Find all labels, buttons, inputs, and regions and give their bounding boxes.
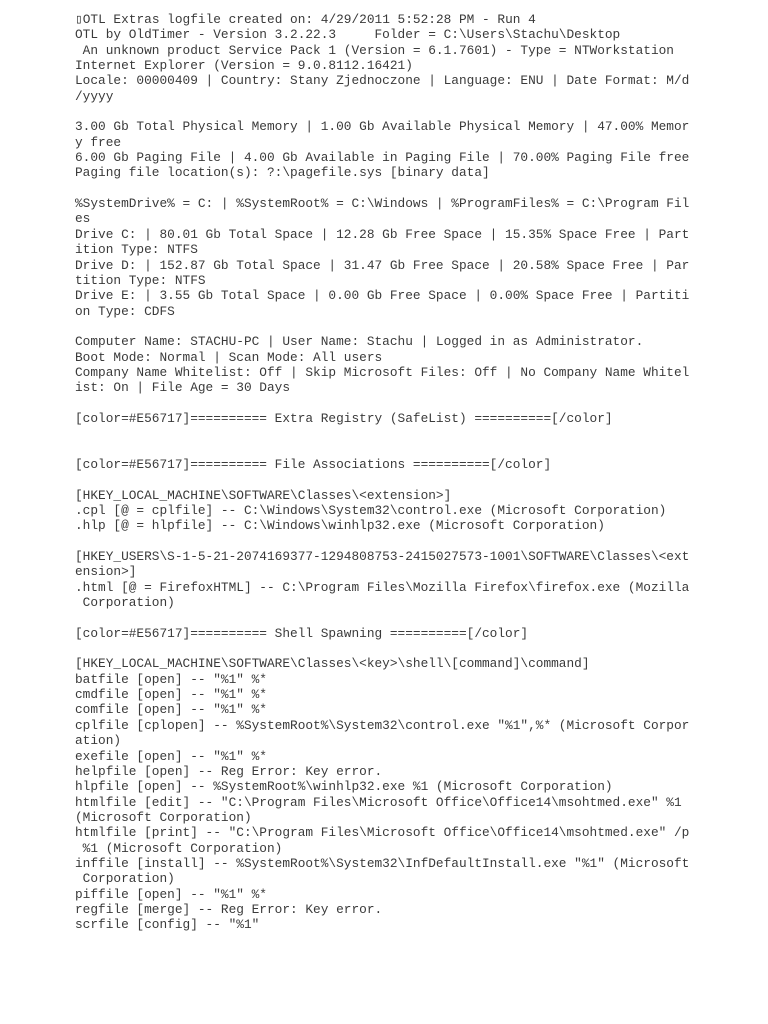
log-line: An unknown product Service Pack 1 (Version = 6.1.7601) - Type = NTWorkstation	[75, 42, 674, 58]
log-line: piffile [open] -- "%1" %*	[75, 886, 267, 902]
log-line: cplfile [cplopen] -- %SystemRoot%\System32\control.exe "%1",%* (Microsoft Corpor	[75, 717, 690, 733]
log-line: Paging file location(s): ?:\pagefile.sys [binary data]	[75, 165, 490, 181]
log-line: (Microsoft Corporation)	[75, 809, 252, 825]
log-line: Corporation)	[75, 871, 175, 887]
log-line: inffile [install] -- %SystemRoot%\System32\InfDefaultInstall.exe "%1" (Microsoft	[75, 855, 690, 871]
log-line: Locale: 00000409 | Country: Stany Zjednoczone | Language: ENU | Date Format: M/d	[75, 73, 690, 89]
blank-line	[75, 610, 755, 625]
log-line: 6.00 Gb Paging File | 4.00 Gb Available in Paging File | 70.00% Paging File free	[75, 150, 690, 166]
log-line: [color=#E56717]========== Extra Registry (SafeList) ==========[/color]	[75, 410, 613, 426]
log-line: ation)	[75, 733, 122, 749]
log-document	[75, 12, 755, 933]
log-line: tition Type: NTFS	[75, 272, 206, 288]
log-line: Internet Explorer (Version = 9.0.8112.16421)	[75, 58, 413, 74]
log-line: ition Type: NTFS	[75, 242, 198, 258]
log-line: [color=#E56717]========== Shell Spawning ==========[/color]	[75, 625, 529, 641]
log-line: Computer Name: STACHU-PC | User Name: Stachu | Logged in as Administrator.	[75, 334, 644, 350]
log-line: on Type: CDFS	[75, 303, 175, 319]
log-line: [HKEY_LOCAL_MACHINE\SOFTWARE\Classes\<extension>]	[75, 487, 452, 503]
blank-line	[75, 641, 755, 656]
log-line: .hlp [@ = hlpfile] -- C:\Windows\winhlp32.exe (Microsoft Corporation)	[75, 518, 605, 534]
log-line: cmdfile [open] -- "%1" %*	[75, 687, 267, 703]
log-line: .html [@ = FirefoxHTML] -- C:\Program Files\Mozilla Firefox\firefox.exe (Mozilla	[75, 579, 690, 595]
blank-line	[75, 442, 755, 457]
log-line: 3.00 Gb Total Physical Memory | 1.00 Gb Available Physical Memory | 47.00% Memor	[75, 119, 690, 135]
blank-line	[75, 426, 755, 441]
blank-line	[75, 472, 755, 487]
log-line: [color=#E56717]========== File Associations ==========[/color]	[75, 456, 552, 472]
log-line: Drive C: | 80.01 Gb Total Space | 12.28 Gb Free Space | 15.35% Space Free | Part	[75, 226, 690, 242]
blank-line	[75, 319, 755, 334]
blank-line	[75, 396, 755, 411]
log-line: Corporation)	[75, 595, 175, 611]
blank-line	[75, 181, 755, 196]
blank-line	[75, 104, 755, 119]
log-line: batfile [open] -- "%1" %*	[75, 671, 267, 687]
log-line: hlpfile [open] -- %SystemRoot%\winhlp32.exe %1 (Microsoft Corporation)	[75, 779, 613, 795]
log-line: %1 (Microsoft Corporation)	[75, 840, 283, 856]
log-line: Drive E: | 3.55 Gb Total Space | 0.00 Gb Free Space | 0.00% Space Free | Partiti	[75, 288, 690, 304]
log-line: helpfile [open] -- Reg Error: Key error.	[75, 763, 383, 779]
log-line: Boot Mode: Normal | Scan Mode: All users	[75, 349, 383, 365]
log-line: htmlfile [edit] -- "C:\Program Files\Microsoft Office\Office14\msohtmed.exe" %1	[75, 794, 682, 810]
log-line: y free	[75, 134, 122, 150]
log-line: ▯OTL Extras logfile created on: 4/29/2011 5:52:28 PM - Run 4	[75, 12, 536, 27]
log-line: %SystemDrive% = C: | %SystemRoot% = C:\Windows | %ProgramFiles% = C:\Program Fil	[75, 196, 690, 212]
log-line: .cpl [@ = cplfile] -- C:\Windows\System32\control.exe (Microsoft Corporation)	[75, 503, 667, 518]
log-line: comfile [open] -- "%1" %*	[75, 702, 267, 718]
log-line: ension>]	[75, 564, 137, 580]
log-line: Company Name Whitelist: Off | Skip Microsoft Files: Off | No Company Name Whitel	[75, 364, 690, 380]
log-line: htmlfile [print] -- "C:\Program Files\Microsoft Office\Office14\msohtmed.exe" /p	[75, 825, 690, 841]
log-line: /yyyy	[75, 88, 114, 104]
log-line: regfile [merge] -- Reg Error: Key error.	[75, 901, 383, 917]
log-line: [HKEY_USERS\S-1-5-21-2074169377-1294808753-2415027573-1001\SOFTWARE\Classes\<ext	[75, 549, 690, 565]
log-line: OTL by OldTimer - Version 3.2.22.3 Folder = C:\Users\Stachu\Desktop	[75, 27, 621, 43]
log-line: [HKEY_LOCAL_MACHINE\SOFTWARE\Classes\<key>\shell\[command]\command]	[75, 656, 590, 672]
log-line: scrfile [config] -- "%1"	[75, 917, 260, 933]
blank-line	[75, 534, 755, 549]
log-line: es	[75, 211, 91, 227]
log-line: exefile [open] -- "%1" %*	[75, 748, 267, 764]
log-line: ist: On | File Age = 30 Days	[75, 380, 291, 396]
log-line: Drive D: | 152.87 Gb Total Space | 31.47 Gb Free Space | 20.58% Space Free | Par	[75, 257, 690, 273]
